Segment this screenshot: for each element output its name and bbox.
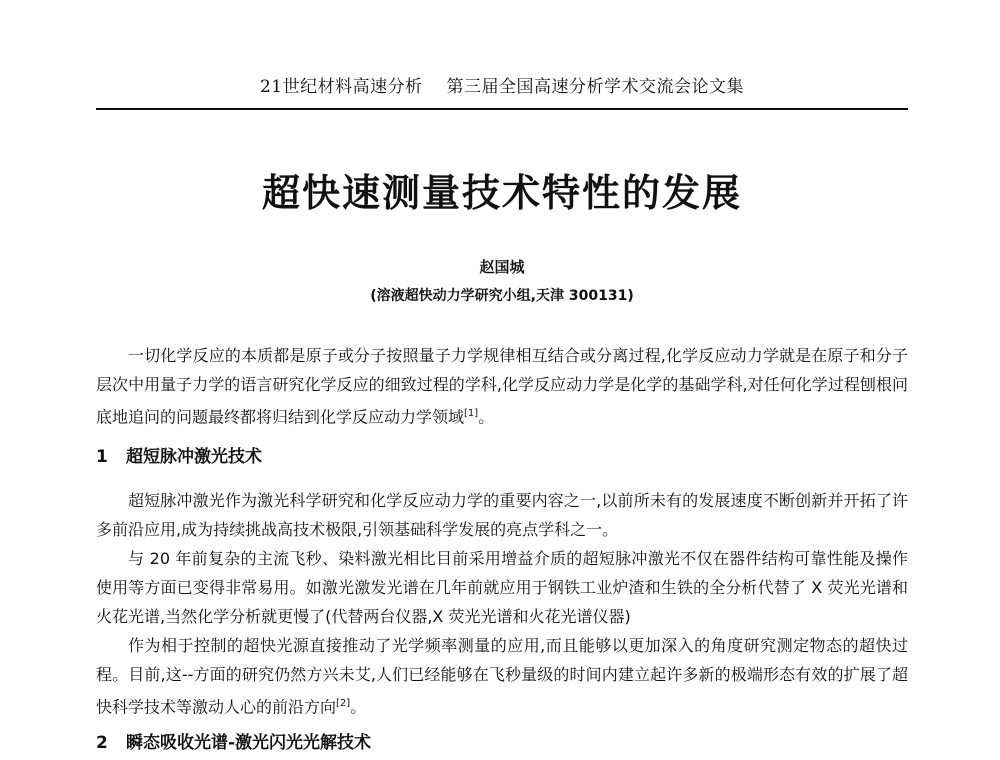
paper-title: 超快速测量技术特性的发展 <box>261 171 742 215</box>
citation-ref[interactable]: [1] <box>464 408 479 419</box>
intro-paragraph <box>96 341 908 431</box>
body-paragraph <box>96 631 908 721</box>
section-number: 1 <box>96 447 108 467</box>
running-header <box>96 72 908 97</box>
publication-name: 21世纪材料高速分析 <box>259 77 423 97</box>
proceedings-name: 第三届全国高速分析学术交流会论文集 <box>446 77 745 97</box>
header-rule <box>96 108 908 110</box>
paragraph-text: 作为相于控制的超快光源直接推动了光学频率测量的应用,而且能够以更加深入的角度研究测定物态的超快过程。目前,这--方面的研究仍然方兴未艾,人们已经能够在飞秒量级的时间内建立起许多新的极端形态有效的扩展了超快科学技术等激动人心的前沿方向 <box>96 636 908 717</box>
body-paragraph <box>96 486 908 544</box>
intro-text: 一切化学反应的本质都是原子或分子按照量子力学规律相互结合或分离过程,化学反应动力学就是在原子和分子层次中用量子力学的语言研究化学反应的细致过程的学科,化学反应动力学是化学的基础学科,对任何化学过程刨根问底地追问的问题最终都将归结到化学反应动力学领域 <box>96 346 908 427</box>
section-heading <box>96 442 908 467</box>
affiliation: (溶液超快动力学研究小组,天津 300131) <box>370 288 634 304</box>
author: 赵国城 <box>479 258 525 276</box>
paragraph-end: 。 <box>350 697 367 717</box>
section-number: 2 <box>96 733 108 753</box>
citation-ref[interactable]: [2] <box>336 698 351 709</box>
section-title: 超短脉冲激光技术 <box>126 447 262 467</box>
section-title: 瞬态吸收光谱-激光闪光光解技术 <box>126 733 372 753</box>
body-paragraph <box>96 544 908 631</box>
paragraph-text: 超短脉冲激光作为激光科学研究和化学反应动力学的重要内容之一,以前所未有的发展速度不断创新并开拓了许多前沿应用,成为持续挑战高技术极限,引领基础科学发展的亮点学科之一。 <box>96 491 908 539</box>
paragraph-text: 与 20 年前复杂的主流飞秒、染料激光相比目前采用增益介质的超短脉冲激光不仅在器件结构可靠性能及操作使用等方面已变得非常易用。如激光激发光谱在几年前就应用于钢铁工业炉渣和生铁的全分析代替了 X 荧光光谱和火花光谱,当然化学分析就更慢了(代替两台仪器,X 荧光光谱和火花光谱仪器) <box>96 549 908 626</box>
intro-end: 。 <box>478 407 495 427</box>
section-heading <box>96 728 908 753</box>
